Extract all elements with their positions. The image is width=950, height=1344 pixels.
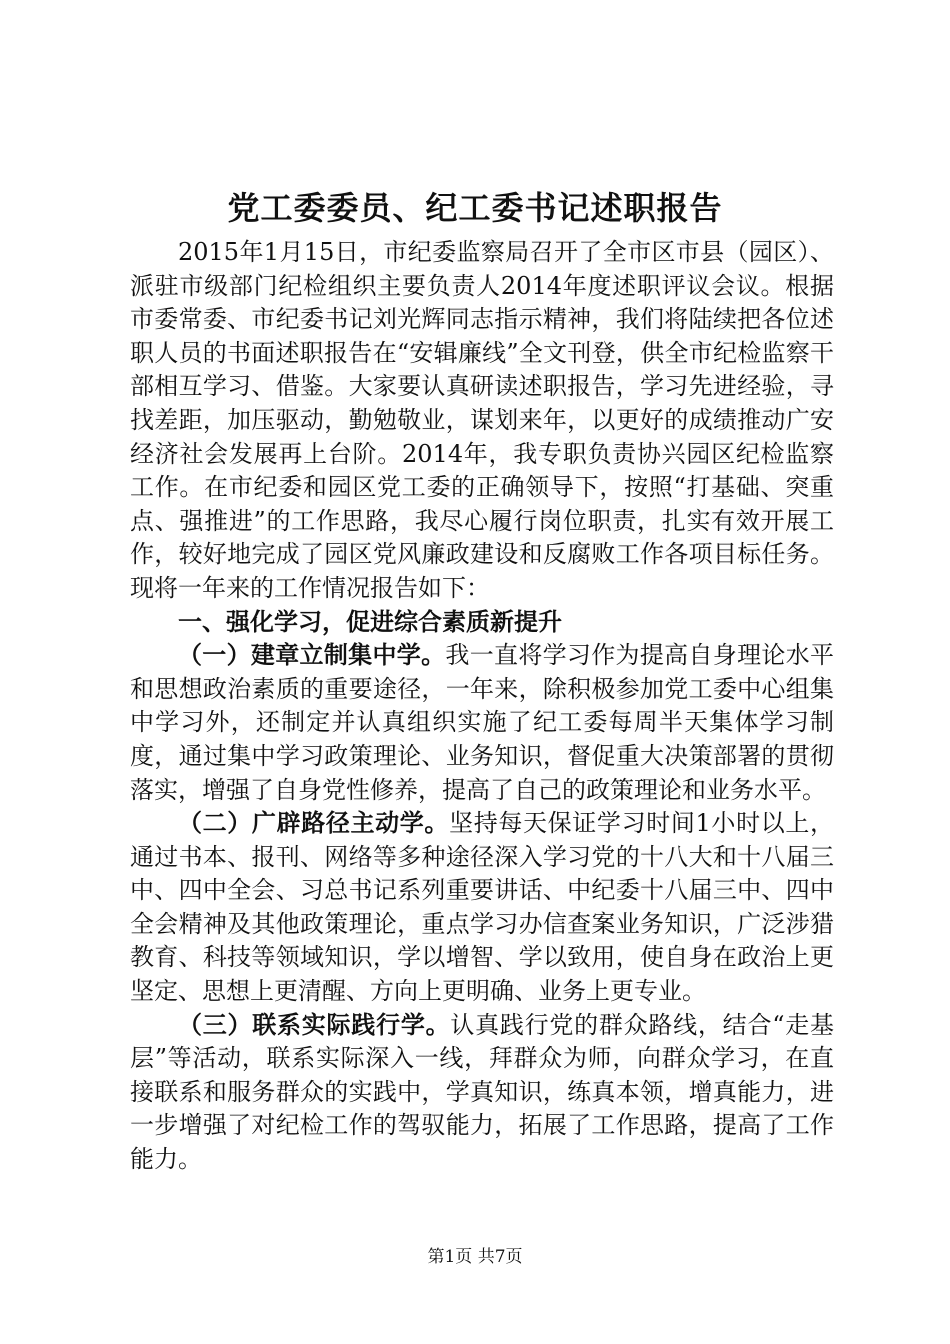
- item-3-heading: （三）联系实际践行学。: [178, 1010, 451, 1039]
- item-2-heading: （二）广辟路径主动学。: [178, 809, 450, 838]
- item-1-paragraph: [130, 639, 834, 807]
- item-3-text: 认真践行党的群众路线，结合“走基层”等活动，联系实际深入一线，拜群众为师，向群众学习，在直接联系和服务群众的实践中，学真知识，练真本领，增真能力，进一步增强了对纪检工作的驾驭能力，拓展了工作思路，提高了工作能力。: [130, 1010, 834, 1174]
- section-1-heading: 一、强化学习，促进综合素质新提升: [178, 607, 562, 636]
- page-footer: 第1页 共7页: [427, 1247, 523, 1267]
- item-1-heading: （一）建章立制集中学。: [178, 641, 446, 670]
- section-1-paragraph: [130, 606, 834, 640]
- item-3-paragraph: [130, 1009, 834, 1177]
- document-title: 党工委委员、纪工委书记述职报告: [227, 189, 723, 227]
- item-2-text: 坚持每天保证学习时间1小时以上，通过书本、报刊、网络等多种途径深入学习党的十八大和十八届三中、四中全会、习总书记系列重要讲话、中纪委十八届三中、四中全会精神及其他政策理论，重点学习办信查案业务知识，广泛涉猎教育、科技等领域知识，学以增智、学以致用，使自身在政治上更坚定、思想上更清醒、方向上更明确、业务上更专业。: [130, 809, 834, 1006]
- intro-paragraph: 2015年1月15日，市纪委监察局召开了全市区市县（园区）、派驻市级部门纪检组织主要负责人2014年度述职评议会议。根据市委常委、市纪委书记刘光辉同志指示精神，我们将陆续把各位述职人员的书面述职报告在“安辑廉线”全文刊登，供全市纪检监察干部相互学习、借鉴。大家要认真研读述职报告，学习先进经验，寻找差距，加压驱动，勤勉敬业，谋划来年，以更好的成绩推动广安经济社会发展再上台阶。2014年，我专职负责协兴园区纪检监察工作。在市纪委和园区党工委的正确领导下，按照“打基础、突重点、强推进”的工作思路，我尽心履行岗位职责，扎实有效开展工作，较好地完成了园区党风廉政建设和反腐败工作各项目标任务。现将一年来的工作情况报告如下：: [130, 238, 834, 602]
- document-body: [130, 236, 834, 1177]
- item-2-paragraph: [130, 807, 834, 1009]
- item-1-text: 我一直将学习作为提高自身理论水平和思想政治素质的重要途径，一年来，除积极参加党工委中心组集中学习外，还制定并认真组织实施了纪工委每周半天集体学习制度，通过集中学习政策理论、业务知识，督促重大决策部署的贯彻落实，增强了自身党性修养，提高了自己的政策理论和业务水平。: [130, 641, 835, 804]
